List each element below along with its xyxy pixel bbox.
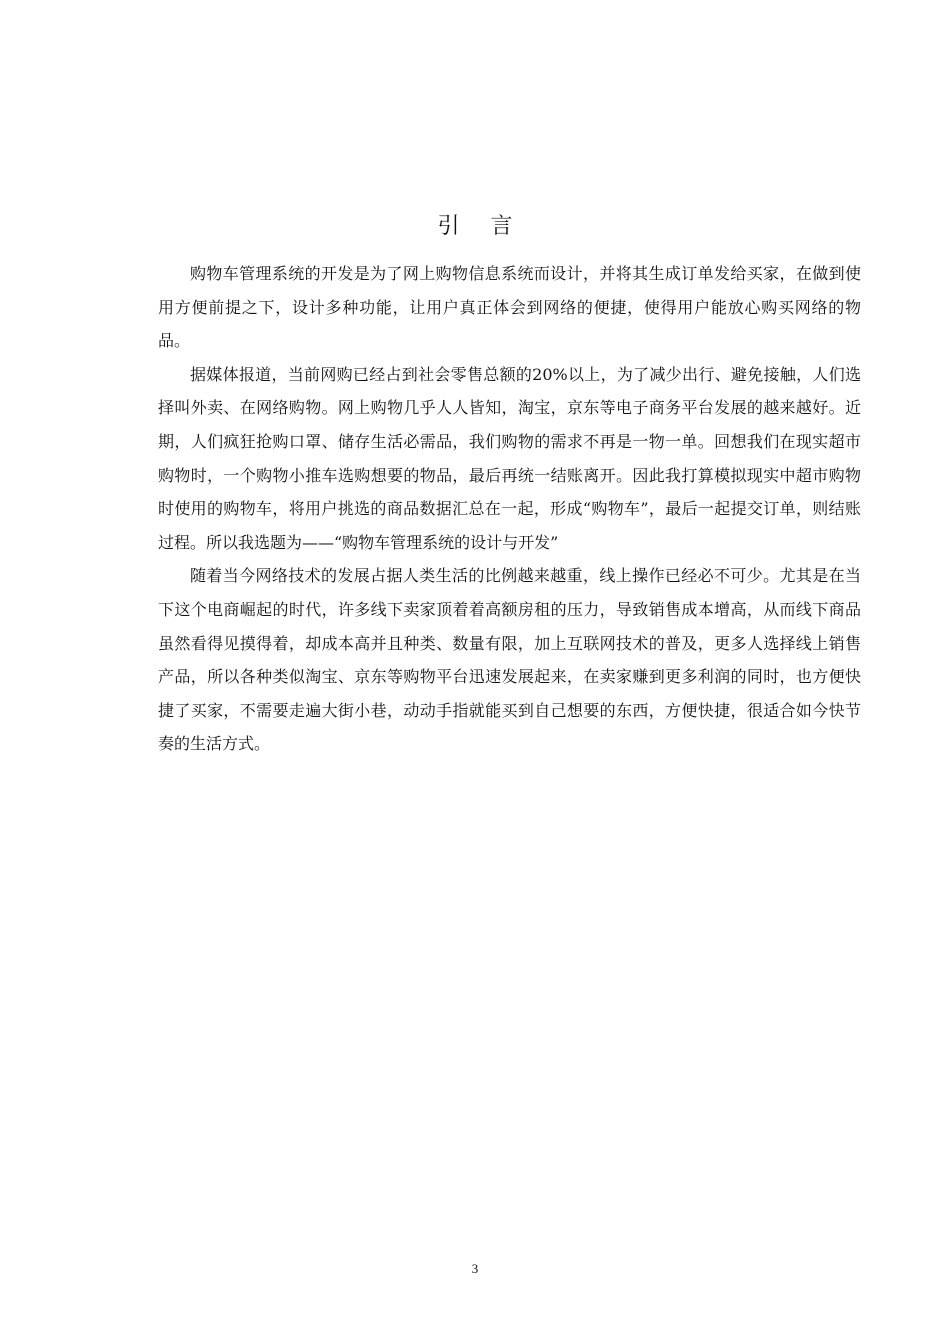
paragraph-motivation: 随着当今网络技术的发展占据人类生活的比例越来越重，线上操作已经必不可少。尤其是在当下这个电商崛起的时代，许多线下卖家顶着着高额房租的压力，导致销售成本增高，从而线下商品虽然看得见摸得着，却成本高并且种类、数量有限，加上互联网技术的普及，更多人选择线上销售产品，所以各种类似淘宝、京东等购物平台迅速发展起来，在卖家赚到更多利润的同时，也方便快捷了买家，不需要走遍大街小巷，动动手指就能买到自己想要的东西，方便快捷，很适合如今快节奏的生活方式。 — [158, 566, 861, 754]
page-title: 引 言 — [437, 214, 525, 239]
body-text — [158, 257, 861, 761]
paragraph-background: 据媒体报道，当前网购已经占到社会零售总额的20%以上，为了减少出行、避免接触，人们选择叫外卖、在网络购物。网上购物几乎人人皆知，淘宝，京东等电子商务平台发展的越来越好。近期，人们疯狂抢购口罩、储存生活必需品，我们购物的需求不再是一物一单。回想我们在现实超市购物时，一个购物小推车选购想要的物品，最后再统一结账离开。因此我打算模拟现实中超市购物时使用的购物车，将用户挑选的商品数据汇总在一起，形成“购物车”，最后一起提交订单，则结账过程。所以我选题为——“购物车管理系统的设计与开发” — [158, 364, 861, 552]
page-number: 3 — [471, 1261, 479, 1276]
paragraph-intro: 购物车管理系统的开发是为了网上购物信息系统而设计，并将其生成订单发给买家，在做到使用方便前提之下，设计多种功能，让用户真正体会到网络的便捷，使得用户能放心购买网络的物品。 — [158, 264, 861, 351]
